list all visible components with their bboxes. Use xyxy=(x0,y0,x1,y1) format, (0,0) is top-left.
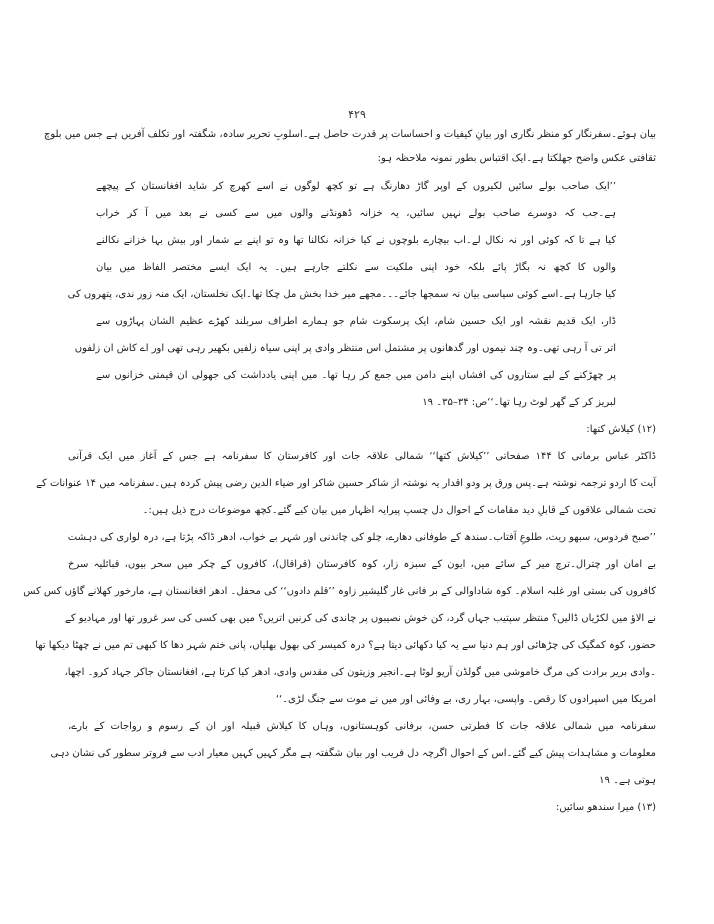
section-heading: (۱۲) کیلاش کتھا: xyxy=(586,424,656,435)
quote-line: اتر تی آ رہی تھی۔وہ چند نیموں اور گدھانوں پر مشتمل اس منتظر وادی پر اپنی سیاہ زلفیں بکھیر رہی تھی اور اے کاش ان زلفوں xyxy=(74,343,616,354)
paragraph-line: ڈاکٹر عباس برمانی کا ۱۴۴ صفحاتی ’’کیلاش کتھا‘‘ شمالی علاقہ جات اور کافرستان کا سفرنامہ ہے جس کے آغاز میں ایک قرآنی xyxy=(68,451,656,462)
paragraph-line: معلومات و مشاہدات پیش کیے گئے۔اس کے احوال اگرچہ دل فریب اور بیان شگفتہ ہے مگر کہیں کہیں معیار ادب سے فروتر سطور کی نشان دہی xyxy=(50,748,656,759)
paragraph-line: بے امان اور چترال۔ترچ میر کے سائے میں، ایون کے سبزہ زار، کوہ کافرستان (قراقال)، کافروں کے چکر میں سحر بیوں، قبائلیہ سرخ xyxy=(68,559,656,570)
quote-line: لبریز کر کے گھر لوٹ رہا تھا۔‘‘ص: ۳۴–۳۵۔ ۱۹ xyxy=(422,397,616,408)
quote-line: پر چھڑکنے کے لیے ستاروں کی افشاں اپنے دامن میں جمع کر رہا تھا۔ میں اپنی یادداشت کی جھولی ان قیمتی خزانوں سے xyxy=(96,370,616,381)
paragraph-line: سفرنامہ میں شمالی علاقہ جات کا فطرتی حسن، برفانی کوہستانوں، وہاں کا کیلاش قبیلہ اور ان کے رسوم و رواجات کے بارے، xyxy=(68,721,656,732)
paragraph-line: ثقافتی عکس واضح جھلکتا ہے۔ایک اقتباس بطور نمونہ ملاحظہ ہو: xyxy=(377,153,656,164)
quote-line: ’’ایک صاحب بولے سائیں لکیروں کے اوپر گاڑ دھارنگ ہے تو کچھ لوگوں نے اسے کھرچ کر شاید افغانستان کے پیچھے xyxy=(96,181,616,192)
page-number: ۴۲۹ xyxy=(348,108,366,121)
paragraph-line: تحت شمالی علاقوں کے قابلِ دید مقامات کے احوال دل چسپ پیرایہ اظہار میں بیان کیے گئے۔کچھ موضوعات درج ذیل ہیں:۔ xyxy=(142,505,656,516)
paragraph-line: آیت کا اردو ترجمہ نوشتہ ہے۔پس ورق پر ودو اقدار یہ نوشتہ از شاکر حسین شاکر اور ضیاء الدین رضی پیش کردہ ہیں۔سفرنامہ میں ۱۴ عنوانات کے xyxy=(36,478,656,489)
paragraph-line: ہوتی ہے۔ ۱۹ xyxy=(599,775,656,786)
paragraph-line: کافروں کی بستی اور غلبہ اسلام۔ کوہ شاداوالی کے بر فانی غار گلیشیر زاوہ ’’قلم دادوں‘‘ کی محفل۔ ادھر افغانستان ہے، مارخور کھلانے گاؤں کس کس xyxy=(23,586,656,597)
quote-line: والوں کا کچھ نہ بگاڑ پائے بلکہ خود اپنی ملکیت سے نکلتے جارہے ہیں۔ یہ ایک ایسے مختصر الفاظ میں بیان xyxy=(96,262,616,273)
paragraph-line: حضور، کوہ کمگیک کی چڑھائی اور ہم دنیا سے یہ کیا دکھائی دیتا ہے؟ درہ کمیسر کی بھول بھلیاں، پانی ختم شہر دھا کا کبھی تم میں نے چھٹا دیکھا تھا xyxy=(35,640,656,651)
paragraph-line: ۔وادی بریر برادت کی مرگ خاموشی میں گولڈن آریو لوٹا ہے۔انجیر وزیتون کی مقدس وادی، ادھر کیا کرتا ہے، افغانستان جاکر جہاد کرو۔ اچھا، xyxy=(64,667,656,678)
paragraph-line: امریکا میں اسپرادوں کا رقص۔ واپسی، بہار ری، بے وفائی اور میں نے موت سے جنگ لڑی۔‘‘ xyxy=(275,694,656,705)
quote-line: کیا ہے تا کہ کوئی اور نہ نکال لے۔اب بیچارے بلوچوں نے کیا خزانہ نکالنا تھا وہ تو اپنے بے شمار اور بیش بہا خزانے نکالنے xyxy=(96,235,616,246)
quote-line: ہے۔جب کہ دوسرے صاحب بولے نہیں سائیں، یہ خزانہ ڈھونڈنے والوں میں سے کسی نے بعد میں آ کر خراب xyxy=(96,208,616,219)
paragraph-line: ’’صبح فردوس، سبھو ریت، طلوعِ آفتاب۔سندھ کے طوفانی دھارے، چلو کی چاندنی اور شہر بے خواب، ادھر ڈاکہ پڑتا ہے، درہ لواری کی دہشت xyxy=(67,532,656,543)
quote-line: کیا جارہا ہے۔اسے کوئی سیاسی بیان نہ سمجھا جائے۔۔۔مجھے میر خدا بخش مل چکا تھا۔ایک نخلستان، ایک منہ زور ندی، پتھروں کی xyxy=(67,289,616,300)
section-heading: (۱۳) میرا سندھو سائیں: xyxy=(555,802,656,813)
paragraph-line: بیان ہوئے۔سفرنگار کو منظر نگاری اور بیانِ کیفیات و احساسات پر قدرت حاصل ہے۔اسلوبِ تحریر سادہ، شگفتہ اور تکلف آفریں ہے جس میں بلوچ xyxy=(43,129,656,140)
paragraph-line: نے الاؤ میں لکڑیاں ڈالیں؟ منتظر سپتیب جہاں گرد، کن خوش نصیبوں پر چاندی کی کرنیں اتریں؟ میں بھی کسی کی سر غرور تھا اور مہادیو کے xyxy=(65,613,656,624)
quote-line: ڈار، ایک قدیم نقشہ اور ایک حسین شام، ایک پرسکوت شام جو ہمارے اطراف سربلند کھڑے عظیم الشان پہاڑوں سے xyxy=(96,316,616,327)
